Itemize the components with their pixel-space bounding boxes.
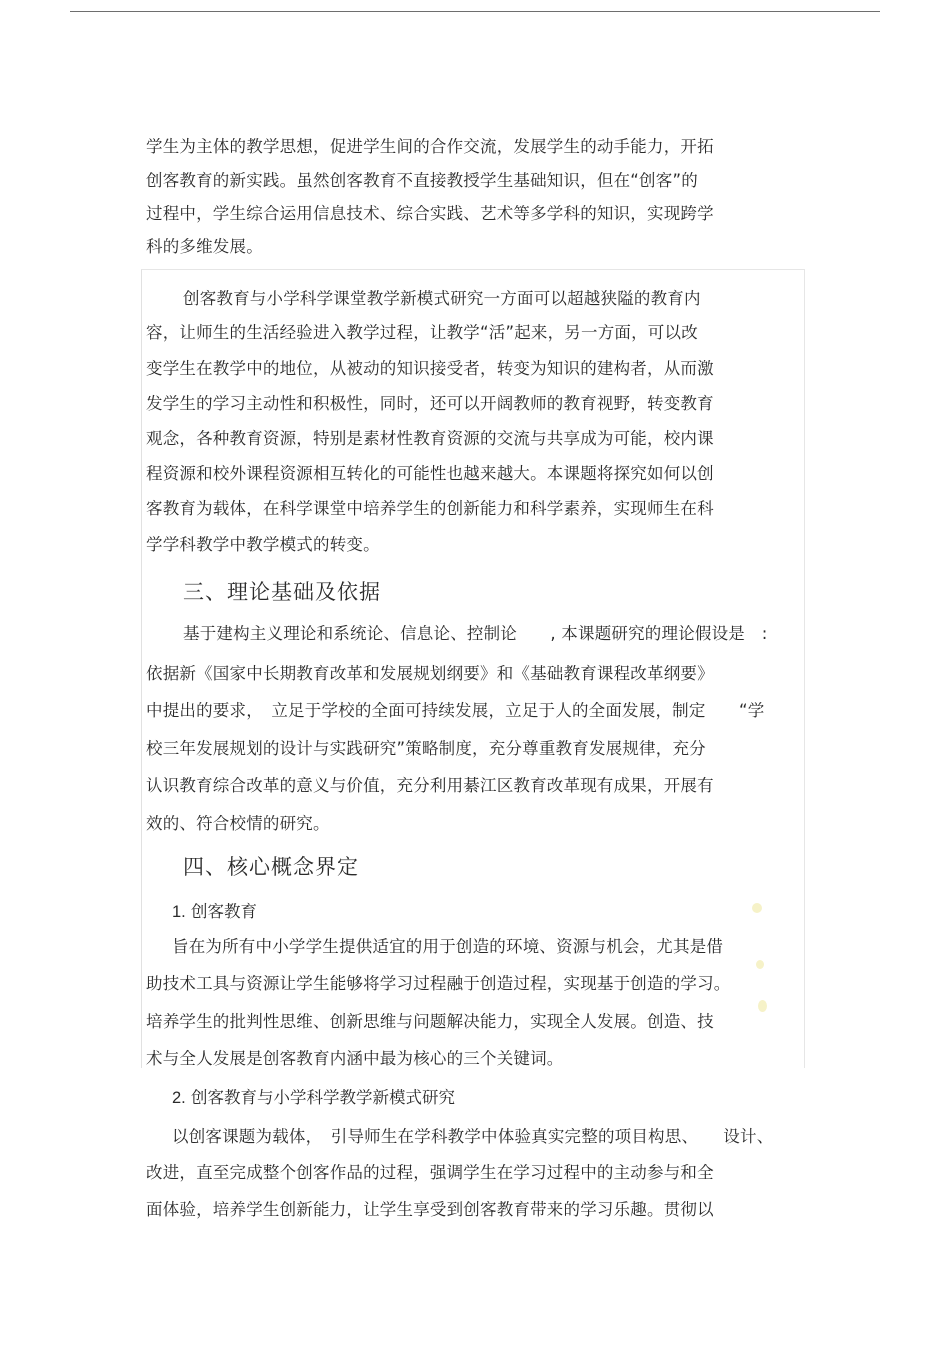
text-line: 面体验，培养学生创新能力，让学生享受到创客教育带来的学习乐趣。贯彻以: [146, 1200, 714, 1219]
text-line: 依据新《国家中长期教育改革和发展规划纲要》和《基础教育课程改革纲要》: [146, 664, 714, 683]
text-line: 创客教育与小学科学课堂教学新模式研究一方面可以超越狭隘的教育内: [183, 289, 701, 308]
scan-mark: [756, 960, 764, 969]
text-line: 以创客课题为载体， 引导师生在学科教学中体验真实完整的项目构思、 设计、: [172, 1127, 774, 1146]
text-line: 认识教育综合改革的意义与价值，充分利用綦江区教育改革现有成果，开展有: [146, 776, 714, 795]
text-line: 客教育为载体，在科学课堂中培养学生的创新能力和科学素养，实现师生在科: [146, 499, 714, 518]
item-title: 创客教育: [191, 902, 258, 921]
item-number: 1.: [172, 903, 186, 921]
text-line: 过程中，学生综合运用信息技术、综合实践、艺术等多学科的知识，实现跨学: [146, 204, 714, 223]
scan-mark: [752, 903, 762, 913]
section-heading-3: 三、理论基础及依据: [183, 580, 381, 604]
text-line: 中提出的要求， 立足于学校的全面可持续发展，立足于人的全面发展，制定 “学: [146, 701, 765, 720]
text-line: 旨在为所有中小学学生提供适宜的用于创造的环境、资源与机会，尤其是借: [172, 937, 724, 956]
text-line: 助技术工具与资源让学生能够将学习过程融于创造过程，实现基于创造的学习。: [146, 974, 731, 993]
text-line: 术与全人发展是创客教育内涵中最为核心的三个关键词。: [146, 1049, 564, 1068]
top-rule: [70, 11, 880, 12]
text-line: 程资源和校外课程资源相互转化的可能性也越来越大。本课题将探究如何以创: [146, 464, 714, 483]
text-line: 改进，直至完成整个创客作品的过程，强调学生在学习过程中的主动参与和全: [146, 1163, 714, 1182]
text-line: 效的、符合校情的研究。: [146, 814, 330, 833]
item-title: 创客教育与小学科学教学新模式研究: [191, 1088, 456, 1107]
concept-item-2-title: [172, 1087, 455, 1109]
text-line: 创客教育的新实践。虽然创客教育不直接教授学生基础知识，但在“创客”的: [146, 171, 698, 190]
text-line: 学学科教学中教学模式的转变。: [146, 535, 380, 554]
text-line: 培养学生的批判性思维、创新思维与问题解决能力，实现全人发展。创造、技: [146, 1012, 714, 1031]
text-line: 容，让师生的生活经验进入教学过程，让教学“活”起来，另一方面，可以改: [146, 323, 698, 342]
text-line: 观念，各种教育资源，特别是素材性教育资源的交流与共享成为可能，校内课: [146, 429, 714, 448]
text-line: 变学生在教学中的地位，从被动的知识接受者，转变为知识的建构者，从而激: [146, 359, 714, 378]
text-line: 科的多维发展。: [146, 237, 263, 256]
text-line: 发学生的学习主动性和积极性，同时，还可以开阔教师的教育视野，转变教育: [146, 394, 714, 413]
text-line: 基于建构主义理论和系统论、信息论、控制论 , 本课题研究的理论假设是 :: [183, 624, 768, 643]
scan-mark: [758, 1000, 767, 1012]
text-line: 学生为主体的教学思想，促进学生间的合作交流，发展学生的动手能力，开拓: [146, 137, 714, 156]
concept-item-1-title: [172, 901, 257, 923]
item-number: 2.: [172, 1089, 186, 1107]
text-line: 校三年发展规划的设计与实践研究”策略制度，充分尊重教育发展规律，充分: [146, 739, 706, 758]
section-heading-4: 四、核心概念界定: [183, 855, 359, 879]
